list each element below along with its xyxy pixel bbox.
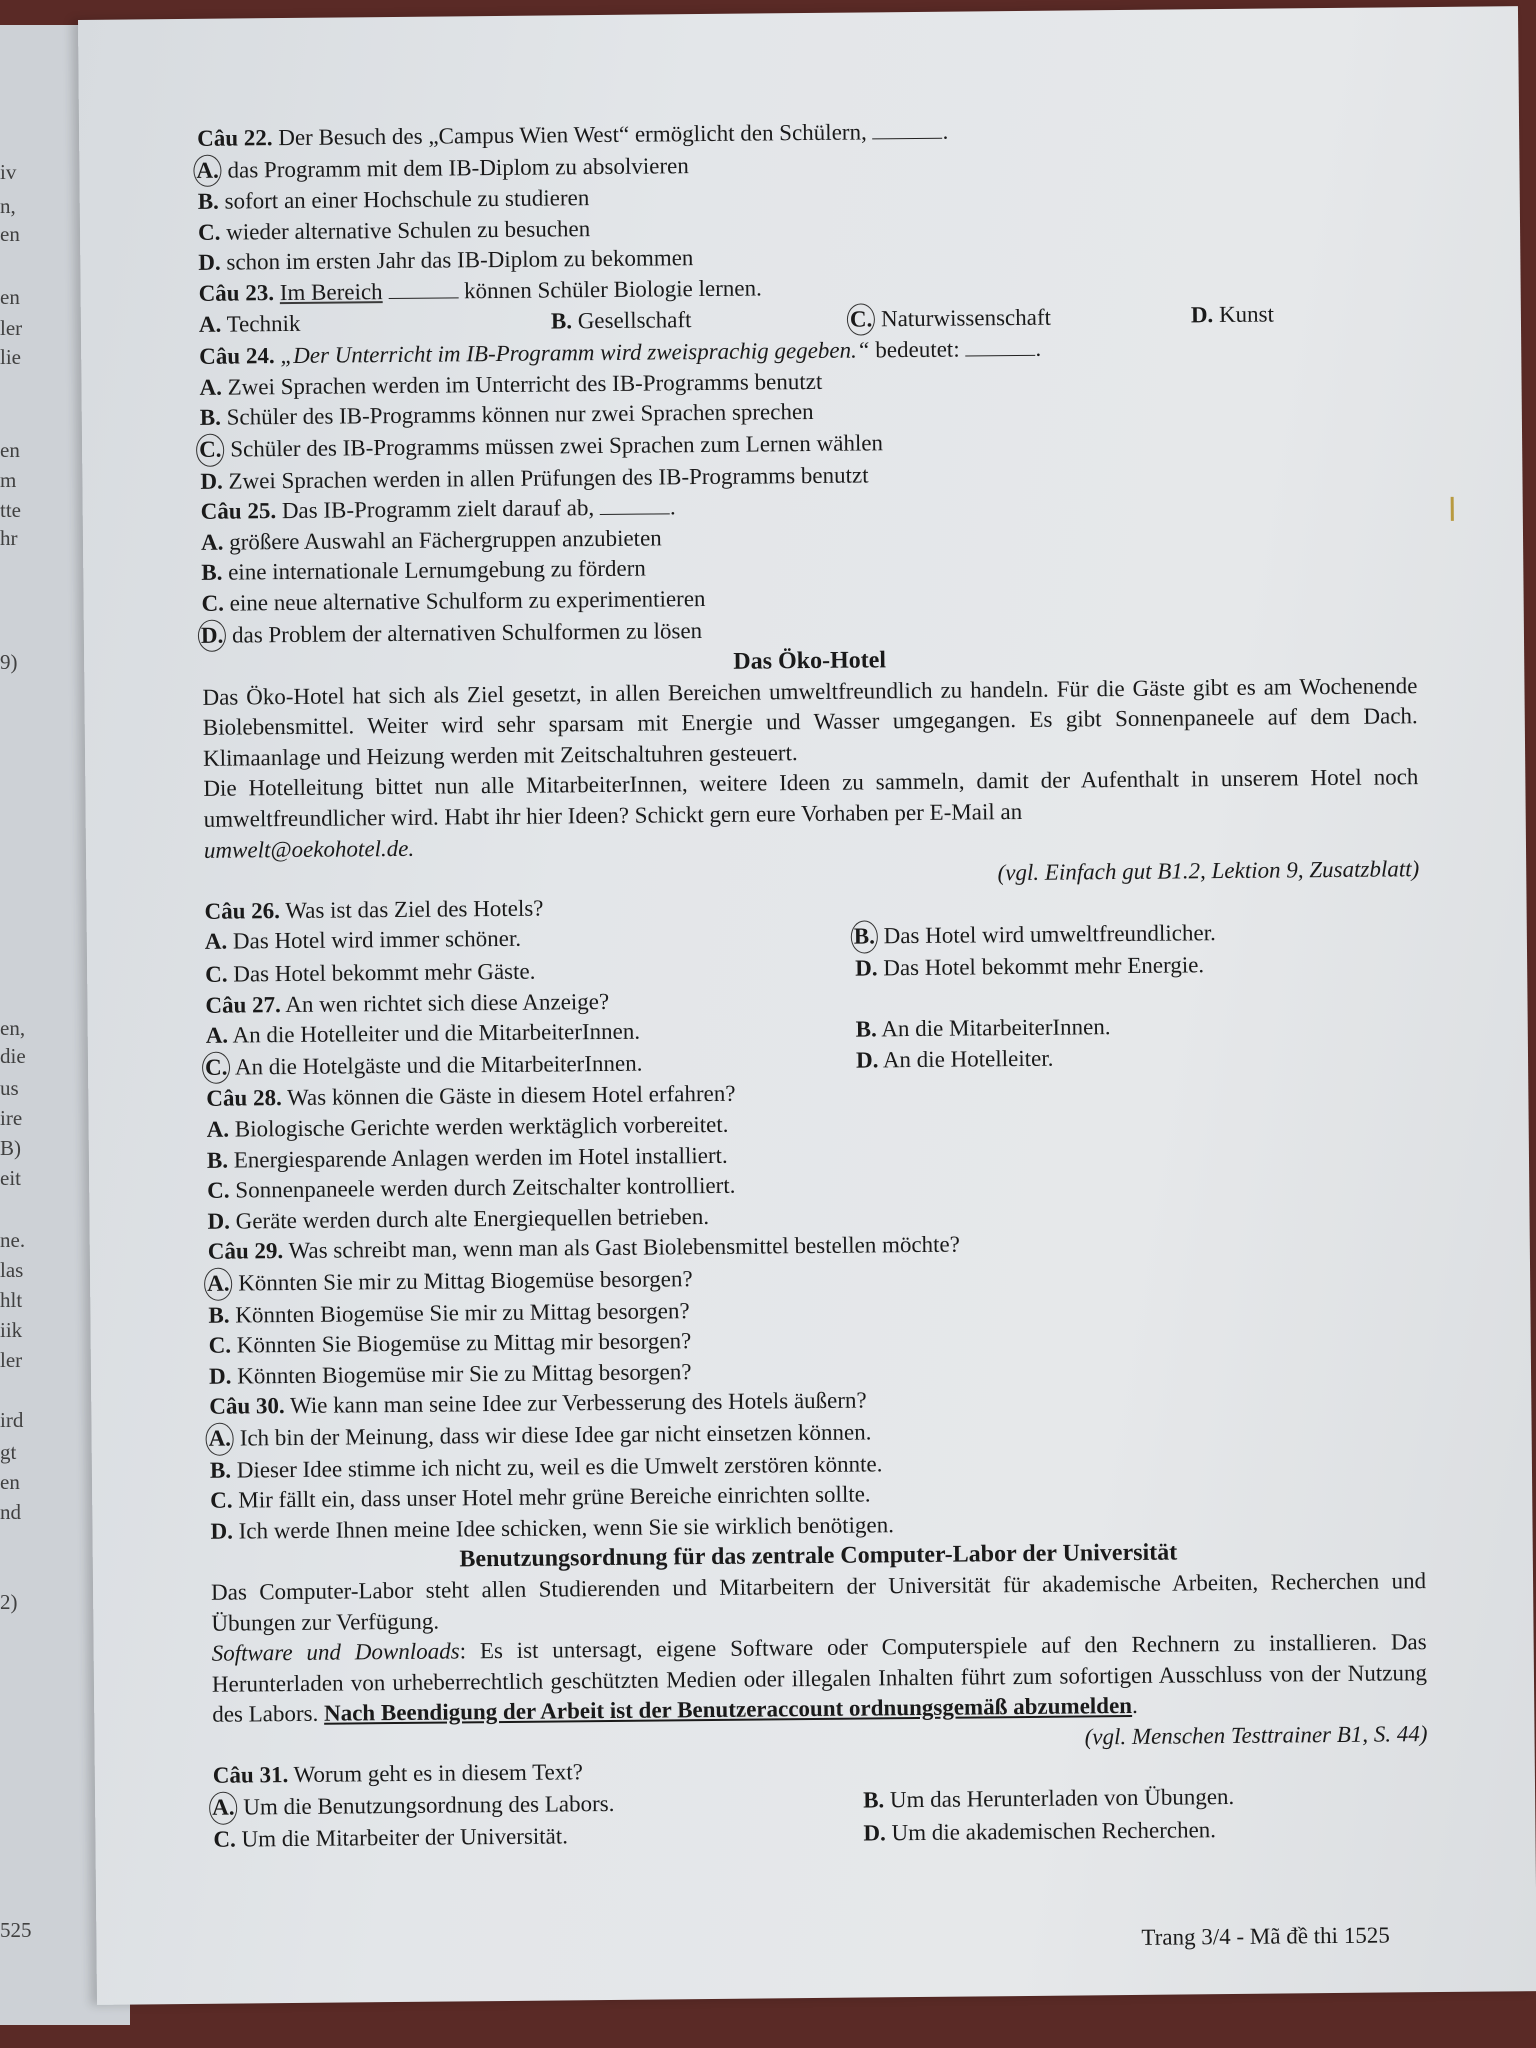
question-29-stem: Câu 29. Was schreibt man, wenn man als Gast Biolebensmittel bestellen möchte?: [207, 1231, 961, 1265]
question-29-option-b: B. Könnten Biogemüse Sie mir zu Mittag besorgen?: [208, 1297, 690, 1328]
question-28-stem: Câu 28. Was können die Gäste in diesem Hotel erfahren?: [206, 1081, 736, 1112]
question-31-stem: Câu 31. Worum geht es in diesem Text?: [212, 1759, 584, 1789]
question-23-option-d: D. Kunst: [1190, 301, 1275, 327]
page-footer: Trang 3/4 - Mã đề thi 1525: [1141, 1922, 1390, 1950]
question-25-option-d: D. das Problem der alternativen Schulformen zu lösen: [202, 608, 1417, 652]
question-30-option-d: D. Ich werde Ihnen meine Idee schicken, wenn Sie sie wirklich benötigen.: [210, 1511, 894, 1544]
underlying-text-fragment: gt: [0, 1440, 17, 1464]
underlying-text-fragment: ler: [0, 1348, 23, 1372]
question-29-option-c: C. Könnten Sie Biogemüse zu Mittag mir besorgen?: [208, 1328, 692, 1358]
question-25-option-b: B. eine internationale Lernumgebung zu fördern: [201, 555, 646, 586]
pen-mark: [1451, 497, 1454, 521]
question-22-option-c: C. wieder alternative Schulen zu besuchen: [197, 215, 591, 245]
question-27-option-c: C. An die Hotelgäste und die MitarbeiterInnen.: [206, 1045, 856, 1084]
underlying-text-fragment: en: [0, 438, 20, 462]
underlying-text-fragment: ire: [0, 1106, 23, 1130]
question-25-stem: Câu 25. Das IB-Programm zielt darauf ab, .: [200, 494, 676, 524]
underlying-text-fragment: B): [0, 1136, 21, 1160]
question-24-stem: Câu 24. „Der Unterricht im IB-Programm wird zweisprachig gegeben.“ bedeutet: .: [199, 335, 1042, 370]
question-23-option-a: A. Technik: [198, 310, 301, 337]
hotel-passage-paragraph-1: Das Öko-Hotel hat sich als Ziel gesetzt, in allen Bereichen umweltfreundlich zu handeln. Für die Gäste gibt es am Wochenende Biolebensmittel. Weiter wird sehr sparsam mit Energie und Wasser umgegangen. Es gibt Sonnenpaneele auf dem Dach. Klimaanlage und Heizung werden mit Zeitschaltuhren gesteuert.: [202, 672, 1418, 771]
question-22-option-d: D. schon im ersten Jahr das IB-Diplom zu bekommen: [198, 245, 694, 276]
question-31-option-a: A. Um die Benutzungsordnung des Labors.: [213, 1786, 863, 1825]
question-26-option-a: A. Das Hotel wird immer schöner.: [204, 926, 522, 955]
question-31-option-b: B. Um das Herunterladen von Übungen.: [863, 1784, 1235, 1813]
underlying-text-fragment: lie: [0, 345, 21, 369]
question-28-option-c: C. Sonnenpaneele werden durch Zeitschalter kontrolliert.: [207, 1172, 736, 1204]
page-content: [197, 112, 1429, 1855]
question-28-option-d: D. Geräte werden durch alte Energiequellen betrieben.: [207, 1203, 710, 1234]
question-25-option-a: A. größere Auswahl an Fächergruppen anzubieten: [200, 525, 662, 555]
question-29-option-d: D. Könnten Biogemüse mir Sie zu Mittag besorgen?: [208, 1358, 692, 1389]
underlying-text-fragment: die: [0, 1044, 26, 1068]
question-30-stem: Câu 30. Wie kann man seine Idee zur Verbesserung des Hotels äußern?: [209, 1387, 867, 1420]
underlying-text-fragment: 2): [0, 1590, 18, 1614]
underlying-text-fragment: tte: [0, 498, 21, 522]
underlying-text-fragment: hr: [0, 526, 18, 550]
underlying-text-fragment: iik: [0, 1318, 23, 1342]
question-31-option-c: C. Um die Mitarbeiter der Universität.: [213, 1823, 569, 1852]
lab-passage-paragraph-2: Software und Downloads: Es ist untersagt, eigene Software oder Computerspiele auf den Rechnern zu installieren. Das Herunterladen von urheberrechtlich geschützten Medien oder illegalen Inhalten führt zum sofortigen Ausschluss von der Nutzung des Labors. Nach Beendigung der Arbeit ist der Benutzeraccount ordnungsgemäß abzumelden.: [211, 1629, 1428, 1728]
question-22-option-b: B. sofort an einer Hochschule zu studieren: [197, 185, 590, 215]
hotel-passage-paragraph-2: Die Hotelleitung bittet nun alle MitarbeiterInnen, weitere Ideen zu sammeln, damit der Aufenthalt in unserem Hotel noch umweltfreundlicher wird. Habt ihr hier Ideen? Schickt gern eure Vorhaben per E-Mail an: [203, 764, 1419, 832]
underlying-text-fragment: ird: [0, 1408, 24, 1432]
underlying-text-fragment: hlt: [0, 1288, 23, 1312]
underlying-text-fragment: 9): [0, 650, 18, 674]
question-30-option-b: B. Dieser Idee stimme ich nicht zu, weil es die Umwelt zerstören könnte.: [209, 1450, 883, 1483]
question-22-option-a: A. das Programm mit dem IB-Diplom zu absolvieren: [197, 143, 1412, 187]
question-26-option-d: D. Das Hotel bekommt mehr Energie.: [855, 952, 1205, 981]
underlying-text-fragment: 525: [0, 1918, 32, 1942]
question-29-option-a: A. Könnten Sie mir zu Mittag Biogemüse besorgen?: [208, 1256, 1423, 1300]
question-27-option-d: D. An die Hotelleiter.: [855, 1045, 1054, 1073]
lab-source: (vgl. Menschen Testtrainer B1, S. 44): [1084, 1721, 1428, 1750]
underlying-text-fragment: en: [0, 1470, 20, 1494]
question-26-option-b: B. Das Hotel wird umweltfreundlicher.: [855, 918, 1216, 954]
question-28-option-b: B. Energiesparende Anlagen werden im Hotel installiert.: [206, 1142, 728, 1173]
lab-passage-paragraph-1: Das Computer-Labor steht allen Studierenden und Mitarbeitern der Universität für akademische Arbeiten, Recherchen und Übungen zur Verfügung.: [210, 1568, 1427, 1636]
underlying-text-fragment: us: [0, 1076, 19, 1100]
answer-blank: [388, 296, 458, 299]
question-22-stem: Câu 22. Der Besuch des „Campus Wien West“ ermöglicht den Schülern, .: [197, 118, 949, 151]
underlying-text-fragment: m: [0, 468, 17, 492]
question-31-option-d: D. Um die akademischen Recherchen.: [863, 1816, 1217, 1846]
underlying-text-fragment: n,: [0, 194, 16, 218]
question-27-option-a: A. An die Hotelleiter und die MitarbeiterInnen.: [205, 1018, 641, 1049]
question-28-option-a: A. Biologische Gerichte werden werktäglich vorbereitet.: [206, 1111, 729, 1142]
question-30-option-a: A. Ich bin der Meinung, dass wir diese Idee gar nicht einsetzen können.: [209, 1411, 1424, 1455]
question-26-option-c: C. Das Hotel bekommt mehr Gäste.: [205, 958, 536, 987]
answer-blank: [600, 512, 670, 515]
underlying-text-fragment: en: [0, 222, 20, 246]
question-23-stem: Câu 23. Im Bereich können Schüler Biologie lernen.: [198, 275, 762, 306]
underlying-text-fragment: eit: [0, 1166, 21, 1190]
question-25-option-c: C. eine neue alternative Schulform zu experimentieren: [201, 585, 706, 616]
question-27-stem: Câu 27. An wen richtet sich diese Anzeige?: [205, 988, 610, 1018]
question-23-option-b: B. Gesellschaft: [550, 306, 692, 334]
underlying-text-fragment: en,: [0, 1016, 26, 1040]
question-30-option-c: C. Mir fällt ein, dass unser Hotel mehr grüne Bereiche einrichten sollte.: [210, 1481, 871, 1513]
underlying-text-fragment: las: [0, 1258, 24, 1282]
underlying-text-fragment: nd: [0, 1500, 21, 1524]
hotel-passage-title: Das Öko-Hotel: [733, 647, 887, 675]
underlying-text-fragment: iv: [0, 160, 17, 184]
question-26-stem: Câu 26. Was ist das Ziel des Hotels?: [204, 895, 544, 924]
question-24-option-a: A. Zwei Sprachen werden im Unterricht des IB-Programms benutzt: [199, 368, 823, 400]
question-24-option-d: D. Zwei Sprachen werden in allen Prüfungen des IB-Programms benutzt: [200, 461, 869, 494]
question-24-option-c: C. Schüler des IB-Programms müssen zwei Sprachen zum Lernen wählen: [200, 422, 1415, 466]
answer-blank: [873, 137, 943, 140]
lab-passage-title: Benutzungsordnung für das zentrale Computer-Labor der Universität: [459, 1539, 1178, 1573]
question-23-option-c: C. Naturwissenschaft: [851, 300, 1191, 336]
underlying-text-fragment: en: [0, 285, 20, 309]
hotel-source: (vgl. Einfach gut B1.2, Lektion 9, Zusatzblatt): [997, 856, 1420, 886]
hotel-email: umwelt@oekohotel.de.: [203, 835, 415, 863]
answer-blank: [965, 354, 1035, 357]
underlying-text-fragment: ne.: [0, 1228, 26, 1252]
question-24-option-b: B. Schüler des IB-Programms können nur zwei Sprachen sprechen: [199, 399, 814, 431]
exam-page: [78, 6, 1536, 2005]
underlying-text-fragment: ler: [0, 316, 23, 340]
question-27-option-b: B. An die MitarbeiterInnen.: [855, 1014, 1111, 1042]
